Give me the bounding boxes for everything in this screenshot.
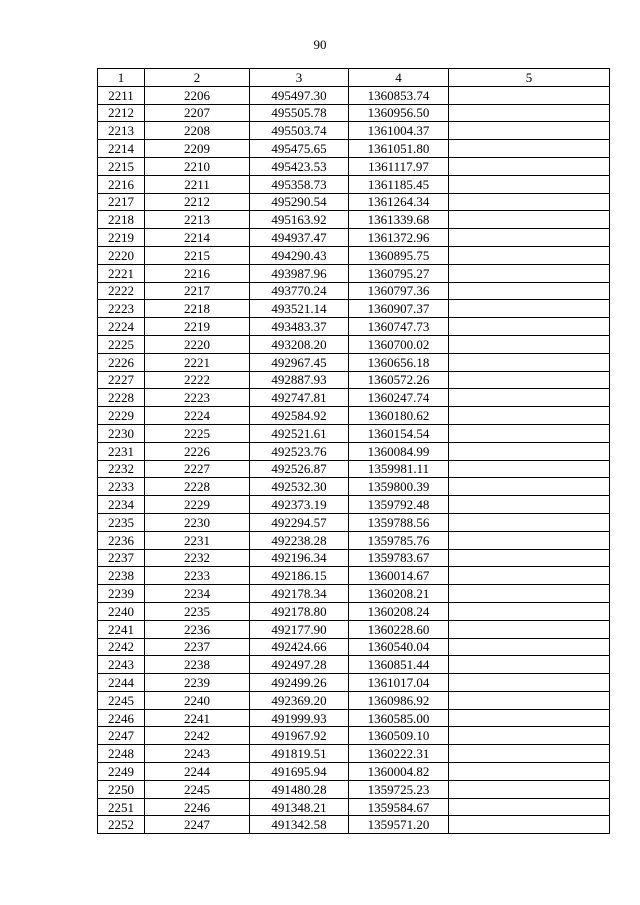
table-cell xyxy=(449,442,610,460)
table-cell: 2221 xyxy=(145,353,250,371)
table-cell: 2248 xyxy=(98,745,145,763)
table-cell: 1361117.97 xyxy=(349,157,449,175)
table-cell xyxy=(449,798,610,816)
table-cell xyxy=(449,211,610,229)
table-cell: 2210 xyxy=(145,157,250,175)
table-cell: 2212 xyxy=(98,104,145,122)
table-cell: 1361017.04 xyxy=(349,674,449,692)
table-row xyxy=(98,602,610,620)
table-cell: 2229 xyxy=(98,407,145,425)
table-row xyxy=(98,727,610,745)
table-cell: 1361051.80 xyxy=(349,140,449,158)
table-cell: 1360895.75 xyxy=(349,246,449,264)
table-row xyxy=(98,86,610,104)
table-row xyxy=(98,638,610,656)
table-cell: 2233 xyxy=(98,478,145,496)
table-cell: 2222 xyxy=(98,282,145,300)
table-row xyxy=(98,157,610,175)
table-cell: 1359788.56 xyxy=(349,513,449,531)
table-row xyxy=(98,674,610,692)
table-cell xyxy=(449,104,610,122)
table-cell: 2216 xyxy=(98,175,145,193)
table-cell: 492967.45 xyxy=(250,353,349,371)
table-cell: 2241 xyxy=(145,709,250,727)
table-cell: 495290.54 xyxy=(250,193,349,211)
table-row xyxy=(98,567,610,585)
table-cell: 1360004.82 xyxy=(349,763,449,781)
table-cell: 2240 xyxy=(98,602,145,620)
table-cell: 491342.58 xyxy=(250,816,349,834)
table-cell: 493987.96 xyxy=(250,264,349,282)
table-cell: 2239 xyxy=(145,674,250,692)
table-cell xyxy=(449,157,610,175)
table-cell: 492497.28 xyxy=(250,656,349,674)
table-cell xyxy=(449,193,610,211)
table-cell: 2224 xyxy=(145,407,250,425)
table-cell: 2228 xyxy=(98,389,145,407)
table-cell: 1359785.76 xyxy=(349,531,449,549)
table-cell: 1360795.27 xyxy=(349,264,449,282)
table-cell: 2239 xyxy=(98,585,145,603)
table-cell: 1359584.67 xyxy=(349,798,449,816)
table-row xyxy=(98,780,610,798)
table-row xyxy=(98,691,610,709)
table-cell: 2244 xyxy=(98,674,145,692)
table-cell: 2215 xyxy=(98,157,145,175)
table-cell: 1360014.67 xyxy=(349,567,449,585)
table-cell: 2245 xyxy=(98,691,145,709)
table-cell: 2211 xyxy=(145,175,250,193)
table-cell xyxy=(449,264,610,282)
table-cell: 2225 xyxy=(98,335,145,353)
table-cell: 1360986.92 xyxy=(349,691,449,709)
table-cell xyxy=(449,229,610,247)
table-row xyxy=(98,460,610,478)
table-row xyxy=(98,816,610,834)
table-cell: 492186.15 xyxy=(250,567,349,585)
table-cell: 2236 xyxy=(98,531,145,549)
table-cell: 491348.21 xyxy=(250,798,349,816)
table-row xyxy=(98,318,610,336)
table-cell: 2237 xyxy=(145,638,250,656)
table-row xyxy=(98,282,610,300)
table-cell: 1359800.39 xyxy=(349,478,449,496)
table-row xyxy=(98,122,610,140)
table-row xyxy=(98,175,610,193)
table-cell xyxy=(449,318,610,336)
table-row xyxy=(98,478,610,496)
table-cell: 1360247.74 xyxy=(349,389,449,407)
table-cell: 2231 xyxy=(145,531,250,549)
table-cell: 495475.65 xyxy=(250,140,349,158)
table-cell: 2249 xyxy=(98,763,145,781)
table-cell xyxy=(449,86,610,104)
table-cell xyxy=(449,122,610,140)
table-cell: 1361264.34 xyxy=(349,193,449,211)
table-cell xyxy=(449,638,610,656)
table-cell: 2252 xyxy=(98,816,145,834)
table-cell: 495503.74 xyxy=(250,122,349,140)
table-cell: 2241 xyxy=(98,620,145,638)
table-row xyxy=(98,745,610,763)
table-cell: 491819.51 xyxy=(250,745,349,763)
table-cell: 1359783.67 xyxy=(349,549,449,567)
table-row xyxy=(98,211,610,229)
table-cell: 491999.93 xyxy=(250,709,349,727)
table-cell: 2243 xyxy=(98,656,145,674)
table-row xyxy=(98,496,610,514)
table-row xyxy=(98,513,610,531)
table-cell: 2211 xyxy=(98,86,145,104)
table-row xyxy=(98,300,610,318)
table-row xyxy=(98,424,610,442)
table-cell xyxy=(449,460,610,478)
table-cell: 2230 xyxy=(98,424,145,442)
table-cell xyxy=(449,674,610,692)
table-cell: 492523.76 xyxy=(250,442,349,460)
table-row xyxy=(98,335,610,353)
table-cell: 492747.81 xyxy=(250,389,349,407)
table-cell xyxy=(449,282,610,300)
table-cell: 2207 xyxy=(145,104,250,122)
table-cell: 2220 xyxy=(145,335,250,353)
table-cell: 1359981.11 xyxy=(349,460,449,478)
table-cell xyxy=(449,424,610,442)
table-row xyxy=(98,104,610,122)
table-row xyxy=(98,407,610,425)
table-cell: 1359571.20 xyxy=(349,816,449,834)
table-cell: 492178.80 xyxy=(250,602,349,620)
table-cell: 2227 xyxy=(98,371,145,389)
table-cell: 2242 xyxy=(145,727,250,745)
table-cell xyxy=(449,513,610,531)
table-row xyxy=(98,531,610,549)
table-cell: 2227 xyxy=(145,460,250,478)
table-cell: 2244 xyxy=(145,763,250,781)
table-cell: 1360747.73 xyxy=(349,318,449,336)
table-cell: 1360208.24 xyxy=(349,602,449,620)
table-cell: 2214 xyxy=(98,140,145,158)
table-cell: 1360180.62 xyxy=(349,407,449,425)
table-cell: 492532.30 xyxy=(250,478,349,496)
table-cell: 1360585.00 xyxy=(349,709,449,727)
table-cell xyxy=(449,620,610,638)
table-cell: 1360154.54 xyxy=(349,424,449,442)
table-cell: 2232 xyxy=(98,460,145,478)
table-cell xyxy=(449,353,610,371)
table-cell: 2243 xyxy=(145,745,250,763)
table-cell: 2220 xyxy=(98,246,145,264)
table-row xyxy=(98,620,610,638)
table-cell: 1360851.44 xyxy=(349,656,449,674)
table-row xyxy=(98,798,610,816)
table-cell: 492373.19 xyxy=(250,496,349,514)
table-cell xyxy=(449,691,610,709)
table-cell: 492238.28 xyxy=(250,531,349,549)
table-cell: 2242 xyxy=(98,638,145,656)
table-cell: 2221 xyxy=(98,264,145,282)
table-cell: 2234 xyxy=(145,585,250,603)
table-cell xyxy=(449,371,610,389)
table-cell: 494937.47 xyxy=(250,229,349,247)
table-cell: 495358.73 xyxy=(250,175,349,193)
table-cell: 2226 xyxy=(98,353,145,371)
table-cell xyxy=(449,602,610,620)
table-cell: 493208.20 xyxy=(250,335,349,353)
table-row xyxy=(98,371,610,389)
table-cell: 492196.34 xyxy=(250,549,349,567)
table-cell: 2251 xyxy=(98,798,145,816)
table-header-row xyxy=(98,69,610,87)
table-cell: 1360222.31 xyxy=(349,745,449,763)
table-cell: 2237 xyxy=(98,549,145,567)
table-row xyxy=(98,549,610,567)
table-cell: 2215 xyxy=(145,246,250,264)
column-header: 2 xyxy=(145,69,250,87)
table-cell: 492424.66 xyxy=(250,638,349,656)
table-cell: 2216 xyxy=(145,264,250,282)
table-cell: 495163.92 xyxy=(250,211,349,229)
table-cell xyxy=(449,140,610,158)
table-cell xyxy=(449,585,610,603)
table-cell: 2238 xyxy=(145,656,250,674)
table-cell: 493770.24 xyxy=(250,282,349,300)
table-cell: 1361339.68 xyxy=(349,211,449,229)
table-cell: 2218 xyxy=(98,211,145,229)
table-cell xyxy=(449,531,610,549)
table-cell: 2246 xyxy=(98,709,145,727)
table-cell xyxy=(449,709,610,727)
table-cell: 493483.37 xyxy=(250,318,349,336)
table-cell: 2213 xyxy=(98,122,145,140)
table-cell xyxy=(449,389,610,407)
table-cell: 492177.90 xyxy=(250,620,349,638)
table-cell xyxy=(449,300,610,318)
table-cell: 2225 xyxy=(145,424,250,442)
table-cell: 2226 xyxy=(145,442,250,460)
table-cell: 492294.57 xyxy=(250,513,349,531)
table-cell: 2229 xyxy=(145,496,250,514)
table-cell xyxy=(449,745,610,763)
table-cell: 1360907.37 xyxy=(349,300,449,318)
table-cell: 1361372.96 xyxy=(349,229,449,247)
table-cell: 2231 xyxy=(98,442,145,460)
table-cell: 2235 xyxy=(145,602,250,620)
table-cell: 2218 xyxy=(145,300,250,318)
table-cell: 1360208.21 xyxy=(349,585,449,603)
column-header: 4 xyxy=(349,69,449,87)
table-cell: 2219 xyxy=(145,318,250,336)
table-cell: 2247 xyxy=(98,727,145,745)
table-cell: 2219 xyxy=(98,229,145,247)
table-cell: 495423.53 xyxy=(250,157,349,175)
table-row xyxy=(98,140,610,158)
table-cell: 492887.93 xyxy=(250,371,349,389)
table-cell: 2235 xyxy=(98,513,145,531)
table-cell: 492499.26 xyxy=(250,674,349,692)
table-cell: 2224 xyxy=(98,318,145,336)
table-cell: 2245 xyxy=(145,780,250,798)
table-cell: 492526.87 xyxy=(250,460,349,478)
table-row xyxy=(98,353,610,371)
table-cell xyxy=(449,549,610,567)
table-cell xyxy=(449,175,610,193)
table-cell: 1360853.74 xyxy=(349,86,449,104)
column-header: 5 xyxy=(449,69,610,87)
table-cell: 1360656.18 xyxy=(349,353,449,371)
table-cell: 2213 xyxy=(145,211,250,229)
column-header: 3 xyxy=(250,69,349,87)
table-row xyxy=(98,389,610,407)
table-cell: 2250 xyxy=(98,780,145,798)
table-cell: 492369.20 xyxy=(250,691,349,709)
table-row xyxy=(98,656,610,674)
table-row xyxy=(98,264,610,282)
table-cell: 1360797.36 xyxy=(349,282,449,300)
table-body xyxy=(98,86,610,833)
table-cell: 2223 xyxy=(145,389,250,407)
table-cell: 2217 xyxy=(98,193,145,211)
table-cell xyxy=(449,727,610,745)
table-cell xyxy=(449,656,610,674)
table-cell: 2228 xyxy=(145,478,250,496)
table-cell: 2232 xyxy=(145,549,250,567)
table-cell: 1361185.45 xyxy=(349,175,449,193)
table-cell: 2209 xyxy=(145,140,250,158)
table-cell: 2206 xyxy=(145,86,250,104)
table-cell xyxy=(449,763,610,781)
table-row xyxy=(98,442,610,460)
table-cell: 492584.92 xyxy=(250,407,349,425)
table-cell: 491695.94 xyxy=(250,763,349,781)
table-cell: 495497.30 xyxy=(250,86,349,104)
table-cell: 2238 xyxy=(98,567,145,585)
table-cell xyxy=(449,335,610,353)
table-row xyxy=(98,585,610,603)
table-cell: 1360700.02 xyxy=(349,335,449,353)
table-cell: 493521.14 xyxy=(250,300,349,318)
table-cell: 2217 xyxy=(145,282,250,300)
table-cell: 492521.61 xyxy=(250,424,349,442)
column-header: 1 xyxy=(98,69,145,87)
table-cell: 2230 xyxy=(145,513,250,531)
table-cell xyxy=(449,496,610,514)
table-cell: 2223 xyxy=(98,300,145,318)
page-number: 90 xyxy=(313,37,327,52)
table-cell: 2233 xyxy=(145,567,250,585)
table-row xyxy=(98,246,610,264)
table-cell xyxy=(449,407,610,425)
table-cell: 492178.34 xyxy=(250,585,349,603)
table-row xyxy=(98,193,610,211)
table-cell: 1360084.99 xyxy=(349,442,449,460)
table-cell: 1360509.10 xyxy=(349,727,449,745)
table-cell: 1359725.23 xyxy=(349,780,449,798)
table-cell xyxy=(449,567,610,585)
table-cell: 1360540.04 xyxy=(349,638,449,656)
table-cell: 1361004.37 xyxy=(349,122,449,140)
table-row xyxy=(98,709,610,727)
table-cell xyxy=(449,478,610,496)
table-cell: 1360956.50 xyxy=(349,104,449,122)
table-cell: 2208 xyxy=(145,122,250,140)
table-row xyxy=(98,763,610,781)
table-cell: 2247 xyxy=(145,816,250,834)
table-cell: 2240 xyxy=(145,691,250,709)
table-cell xyxy=(449,246,610,264)
table-cell: 1360228.60 xyxy=(349,620,449,638)
table-cell: 491480.28 xyxy=(250,780,349,798)
table-cell xyxy=(449,780,610,798)
table-cell: 2236 xyxy=(145,620,250,638)
table-cell: 494290.43 xyxy=(250,246,349,264)
table-cell: 1360572.26 xyxy=(349,371,449,389)
table-row xyxy=(98,229,610,247)
table-cell: 2212 xyxy=(145,193,250,211)
table-cell: 491967.92 xyxy=(250,727,349,745)
table-cell: 1359792.48 xyxy=(349,496,449,514)
table-cell xyxy=(449,816,610,834)
table-cell: 495505.78 xyxy=(250,104,349,122)
table-cell: 2234 xyxy=(98,496,145,514)
table-cell: 2214 xyxy=(145,229,250,247)
table-cell: 2246 xyxy=(145,798,250,816)
table-cell: 2222 xyxy=(145,371,250,389)
coordinates-table xyxy=(97,68,610,834)
